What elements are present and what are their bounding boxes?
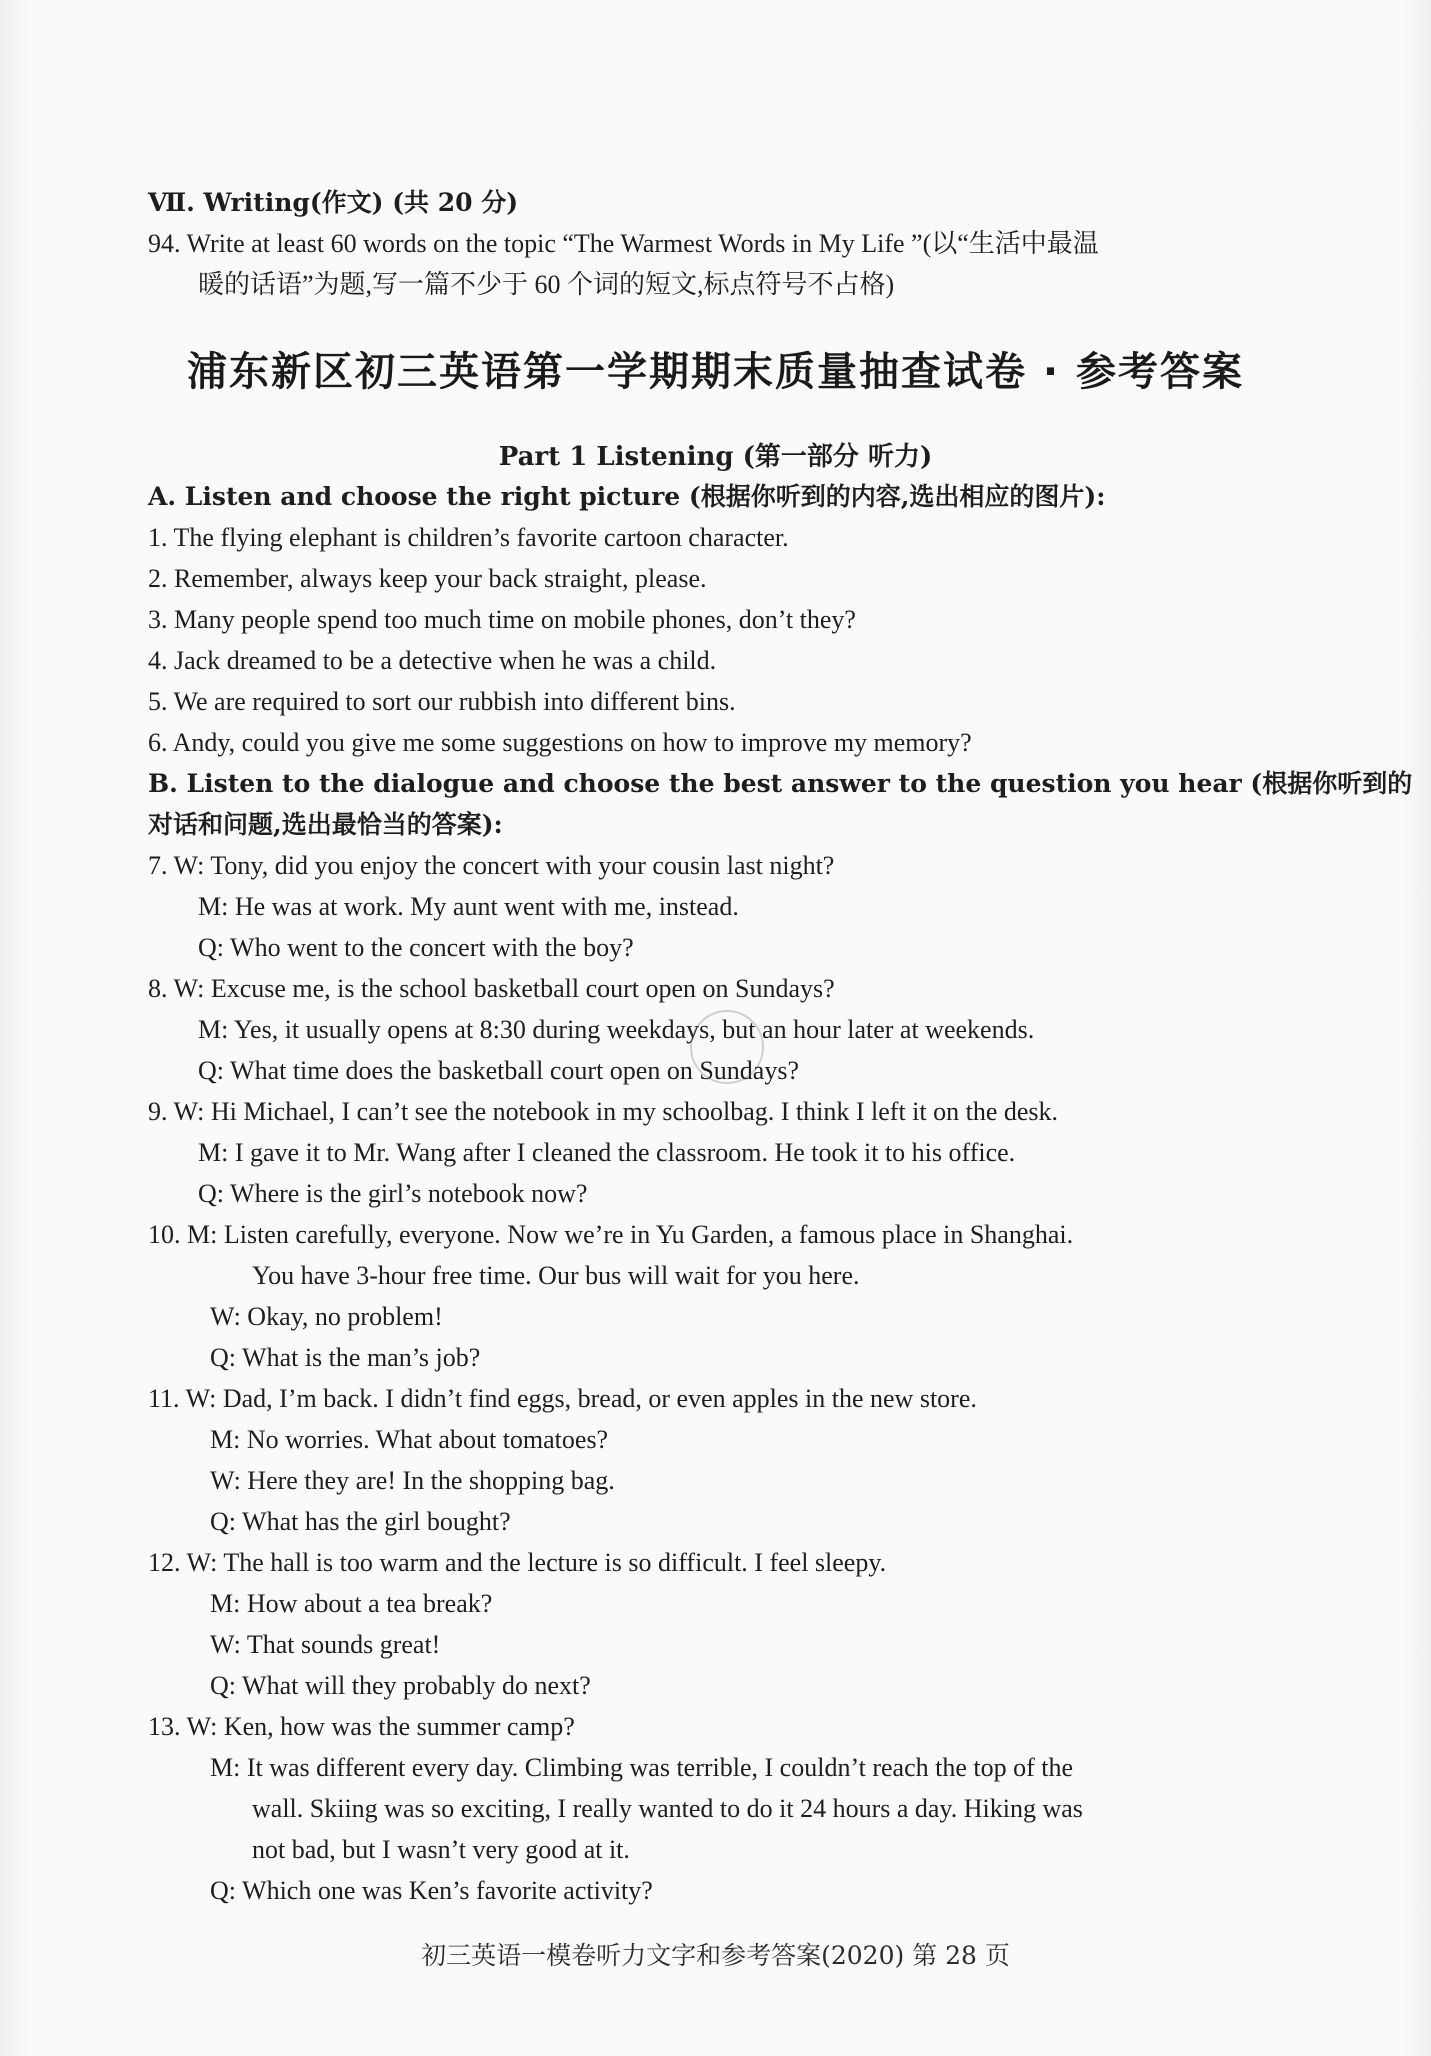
a-item-3: 3. Many people spend too much time on mobile phones, don’t they? xyxy=(148,605,856,634)
a-item-1: 1. The flying elephant is children’s favorite cartoon character. xyxy=(148,523,789,552)
page-footer: 初三英语一模卷听力文字和参考答案(2020) 第 28 页 xyxy=(421,1941,1010,1970)
section-a-heading: A. Listen and choose the right picture (根据你听到的内容,选出相应的图片): xyxy=(148,482,1106,511)
section-b-heading-line2: 对话和问题,选出最恰当的答案): xyxy=(148,810,503,839)
q10-line4: Q: What is the man’s job? xyxy=(210,1343,481,1372)
q13-line3: wall. Skiing was so exciting, I really wanted to do it 24 hours a day. Hiking was xyxy=(252,1794,1083,1823)
q13-line1: 13. W: Ken, how was the summer camp? xyxy=(148,1712,575,1741)
q13-line2: M: It was different every day. Climbing was terrible, I couldn’t reach the top of the xyxy=(210,1753,1074,1782)
q94-line1: 94. Write at least 60 words on the topic “The Warmest Words in My Life ”(以“生活中最温 xyxy=(148,229,1099,258)
section-b-heading-line1: B. Listen to the dialogue and choose the best answer to the question you hear (根据你听到的 xyxy=(148,769,1413,798)
q7-line2: M: He was at work. My aunt went with me, instead. xyxy=(198,892,739,921)
q7-line3: Q: Who went to the concert with the boy? xyxy=(198,933,634,962)
q7-line1: 7. W: Tony, did you enjoy the concert with your cousin last night? xyxy=(148,851,835,880)
watermark-stamp-icon xyxy=(690,1010,764,1084)
q11-line3: W: Here they are! In the shopping bag. xyxy=(210,1466,615,1495)
q10-line3: W: Okay, no problem! xyxy=(210,1302,443,1331)
q13-line5: Q: Which one was Ken’s favorite activity? xyxy=(210,1876,653,1905)
q9-line1: 9. W: Hi Michael, I can’t see the notebook in my schoolbag. I think I left it on the desk. xyxy=(148,1097,1059,1126)
q11-line2: M: No worries. What about tomatoes? xyxy=(210,1425,609,1454)
q12-line1: 12. W: The hall is too warm and the lecture is so difficult. I feel sleepy. xyxy=(148,1548,887,1577)
a-item-4: 4. Jack dreamed to be a detective when he was a child. xyxy=(148,646,717,675)
a-item-6: 6. Andy, could you give me some suggestions on how to improve my memory? xyxy=(148,728,972,757)
q8-line1: 8. W: Excuse me, is the school basketball court open on Sundays? xyxy=(148,974,835,1003)
q9-line3: Q: Where is the girl’s notebook now? xyxy=(198,1179,588,1208)
q10-line1: 10. M: Listen carefully, everyone. Now we’re in Yu Garden, a famous place in Shanghai. xyxy=(148,1220,1074,1249)
part1-title: Part 1 Listening (第一部分 听力) xyxy=(498,442,933,472)
a-item-2: 2. Remember, always keep your back straight, please. xyxy=(148,564,707,593)
writing-heading: Ⅶ. Writing(作文) (共 20 分) xyxy=(148,188,519,217)
a-item-5: 5. We are required to sort our rubbish into different bins. xyxy=(148,687,736,716)
q10-line2: You have 3-hour free time. Our bus will wait for you here. xyxy=(252,1261,860,1290)
q12-line3: W: That sounds great! xyxy=(210,1630,441,1659)
q8-line2: M: Yes, it usually opens at 8:30 during weekdays, but an hour later at weekends. xyxy=(198,1015,1035,1044)
q11-line4: Q: What has the girl bought? xyxy=(210,1507,511,1536)
q94-line2: 暖的话语”为题,写一篇不少于 60 个词的短文,标点符号不占格) xyxy=(198,270,895,299)
q12-line4: Q: What will they probably do next? xyxy=(210,1671,591,1700)
q13-line4: not bad, but I wasn’t very good at it. xyxy=(252,1835,630,1864)
q12-line2: M: How about a tea break? xyxy=(210,1589,493,1618)
answer-title: 浦东新区初三英语第一学期期末质量抽查试卷 · 参考答案 xyxy=(186,349,1245,395)
q8-line3: Q: What time does the basketball court open on Sundays? xyxy=(198,1056,799,1085)
q9-line2: M: I gave it to Mr. Wang after I cleaned the classroom. He took it to his office. xyxy=(198,1138,1016,1167)
q11-line1: 11. W: Dad, I’m back. I didn’t find eggs, bread, or even apples in the new store. xyxy=(148,1384,977,1413)
